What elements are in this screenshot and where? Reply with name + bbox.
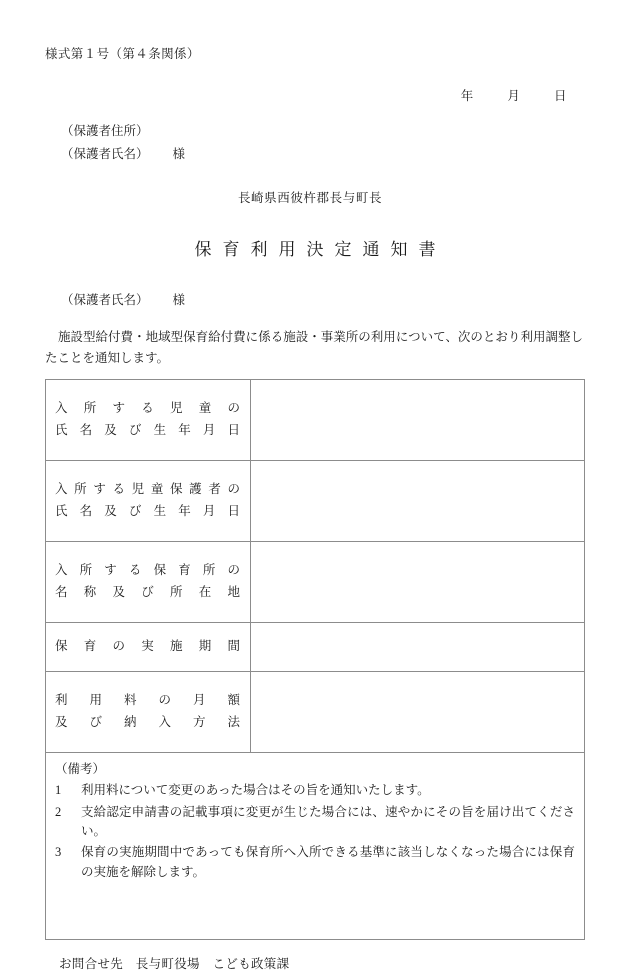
remarks-note-text: 保育の実施期間中であっても保育所へ入所できる基準に該当しなくなった場合には保育の実施を解除します。 [81,845,575,879]
guardian-name-placeholder-2: （保護者氏名） [61,293,149,308]
row-label-line: 氏名及び生年月日 [55,422,240,437]
date-year-label: 年 [460,89,474,103]
table-row-remarks [46,752,585,939]
issuer-name: 長崎県西彼杵郡長与町長 [237,191,383,206]
row-label-line: 入所する児童の [55,400,240,415]
table-row [46,671,585,752]
remarks-note [55,803,575,842]
remarks-note-text: 支給認定申請書の記載事項に変更が生じた場合には、速やかにその旨を届け出てください。 [81,804,575,838]
page-title: 保育利用決定通知書 [194,240,447,260]
row-label-line: 氏名及び生年月日 [55,503,240,518]
row-value-nursery-name-address[interactable] [251,541,585,622]
table-row [46,460,585,541]
row-label-child-name-birthdate [46,379,251,460]
guardian-name-line [61,143,585,166]
addressee-second-block [45,290,585,308]
row-value-childcare-period[interactable] [251,622,585,671]
row-value-child-name-birthdate[interactable] [251,379,585,460]
intro-paragraph [45,327,585,368]
row-label-guardian-name-birthdate [46,460,251,541]
remarks-note [55,843,575,882]
remarks-cell [46,752,585,939]
remarks-note-number: 2 [55,804,62,819]
honorific-sama-2: 様 [172,293,186,308]
row-label-nursery-name-address [46,541,251,622]
row-value-guardian-name-birthdate[interactable] [251,460,585,541]
remarks-note [55,781,575,800]
date-month-label: 月 [507,89,521,103]
row-value-fee-payment-method[interactable] [251,671,585,752]
date-line [45,86,585,104]
table-body [46,379,585,939]
honorific-sama: 様 [172,147,186,162]
contact-line: お問合せ先 長与町役場 こども政策課 [59,956,290,971]
remarks-note-number: 1 [55,783,62,798]
notice-details-table [45,379,585,940]
row-label-line: 及び納入方法 [55,714,240,729]
row-label-childcare-period [46,622,251,671]
form-number: 様式第１号（第４条関係） [45,47,200,61]
addressee-block [45,120,585,166]
date-day-label: 日 [553,89,567,103]
row-label-fee-payment-method [46,671,251,752]
row-label-line: 利用料の月額 [55,692,240,707]
row-label-line: 名称及び所在地 [55,584,240,599]
guardian-address-placeholder: （保護者住所） [61,124,149,138]
row-label-line: 保育の実施期間 [55,638,240,653]
intro-paragraph-text: 施設型給付費・地域型保育給付費に係る施設・事業所の利用について、次のとおり利用調整したことを通知します。 [45,330,583,365]
remarks-note-number: 3 [55,845,62,860]
row-label-line: 入所する保育所の [55,562,240,577]
remarks-note-text: 利用料について変更のあった場合はその旨を通知いたします。 [81,783,430,798]
table-row [46,541,585,622]
row-label-line: 入所する児童保護者の [55,481,240,496]
remarks-heading: （備考） [55,761,106,776]
table-row [46,622,585,671]
table-row [46,379,585,460]
guardian-name-placeholder: （保護者氏名） [61,147,149,162]
